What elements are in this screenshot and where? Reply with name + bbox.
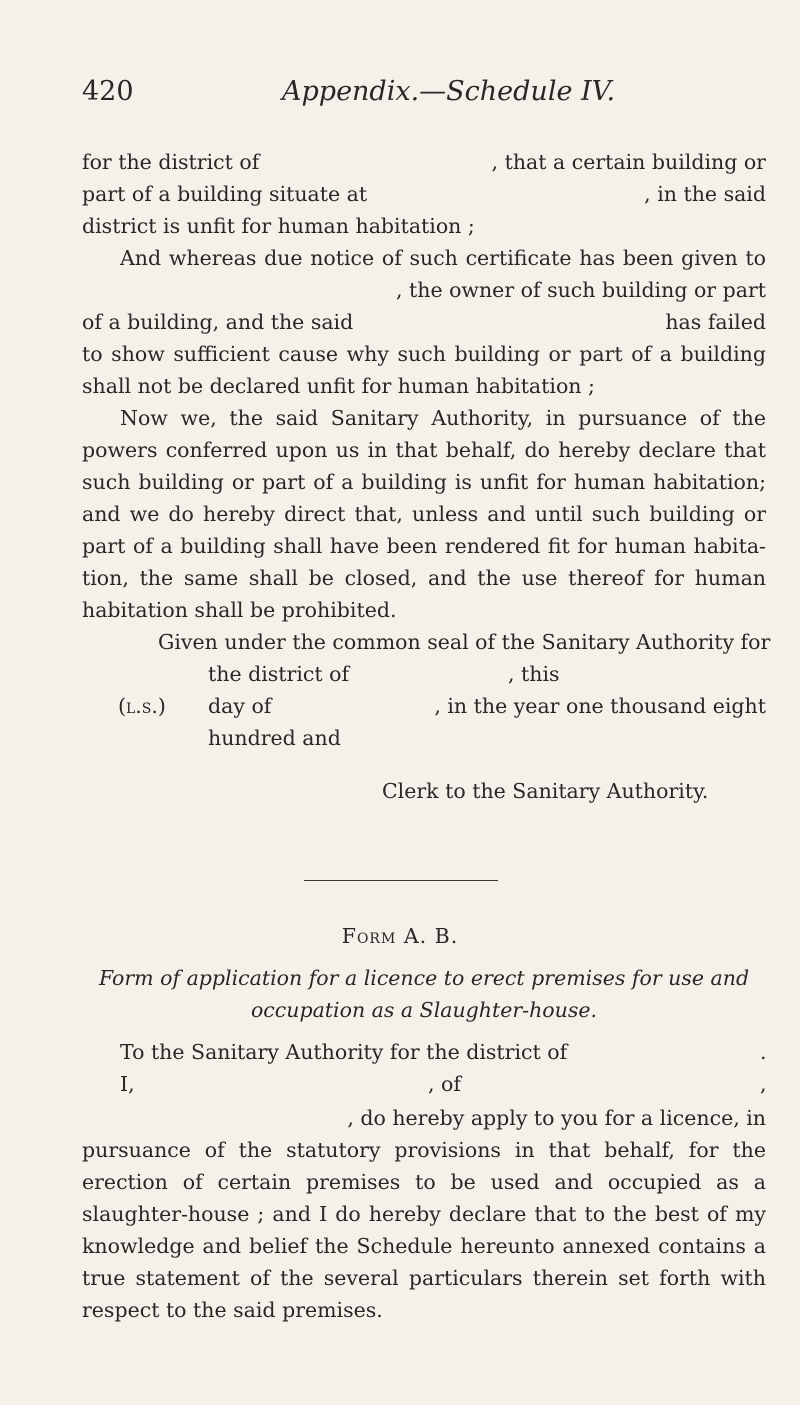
text-line: pursuance of the statutory provisions in that behalf, for the xyxy=(82,1138,766,1162)
text-line: , that a certain building or xyxy=(491,150,766,174)
text-line: To the Sanitary Authority for the district of xyxy=(120,1040,568,1064)
running-title: Appendix.—Schedule IV. xyxy=(282,76,616,107)
page-number: 420 xyxy=(82,76,134,107)
text-line: has failed xyxy=(665,310,766,334)
text-line: true statement of the several particulars therein set forth with xyxy=(82,1266,766,1290)
text-line: habitation shall be prohibited. xyxy=(82,598,397,622)
text-line: And whereas due notice of such certificate has been given to xyxy=(120,246,766,270)
form-subtitle: occupation as a Slaughter-house. xyxy=(250,998,598,1022)
text-line: , of xyxy=(428,1072,461,1096)
page-header xyxy=(82,76,760,112)
text-line: day of xyxy=(208,694,272,718)
text-line: respect to the said premises. xyxy=(82,1298,383,1322)
form-title-code: A. B. xyxy=(403,924,459,948)
text-line: such building or part of a building is unfit for human habitation; xyxy=(82,470,766,494)
text-line: , in the said xyxy=(644,182,766,206)
form-subtitle: Form of application for a licence to erect premises for use and xyxy=(98,966,750,990)
text-line: I, xyxy=(120,1072,135,1096)
text-line: , do hereby apply to you for a licence, in xyxy=(347,1106,766,1130)
form-title-word: Form xyxy=(341,924,397,948)
text-line: for the district of xyxy=(82,150,260,174)
text-line: , in the year one thousand eight xyxy=(434,694,766,718)
text-line: the district of xyxy=(208,662,350,686)
text-line: powers conferred upon us in that behalf, do hereby declare that xyxy=(82,438,766,462)
text-line: to show sufficient cause why such building or part of a building xyxy=(82,342,766,366)
text-line: Now we, the said Sanitary Authority, in pursuance of the xyxy=(120,406,766,430)
text-line: district is unfit for human habitation ; xyxy=(82,214,475,238)
text-line: shall not be declared unfit for human habitation ; xyxy=(82,374,595,398)
text-line: slaughter-house ; and I do hereby declare that to the best of my xyxy=(82,1202,766,1226)
text-line: , this xyxy=(508,662,560,686)
text-line: part of a building situate at xyxy=(82,182,368,206)
text-line: Given under the common seal of the Sanitary Authority for xyxy=(158,630,771,654)
text-line: . xyxy=(760,1040,767,1064)
form-title xyxy=(0,924,800,948)
text-line: knowledge and belief the Schedule hereunto annexed contains a xyxy=(82,1234,766,1258)
text-line: part of a building shall have been rendered fit for human habita- xyxy=(82,534,766,558)
divider xyxy=(304,880,498,881)
text-line: and we do hereby direct that, unless and until such building or xyxy=(82,502,766,526)
text-line: , the owner of such building or part xyxy=(395,278,766,302)
text-line: of a building, and the said xyxy=(82,310,354,334)
text-line: hundred and xyxy=(208,726,341,750)
signature-line: Clerk to the Sanitary Authority. xyxy=(382,779,709,803)
text-line: tion, the same shall be closed, and the use thereof for human xyxy=(82,566,766,590)
text-line: , xyxy=(760,1072,767,1096)
text-line: erection of certain premises to be used and occupied as a xyxy=(82,1170,766,1194)
seal-mark: (l.s.) xyxy=(118,694,166,718)
